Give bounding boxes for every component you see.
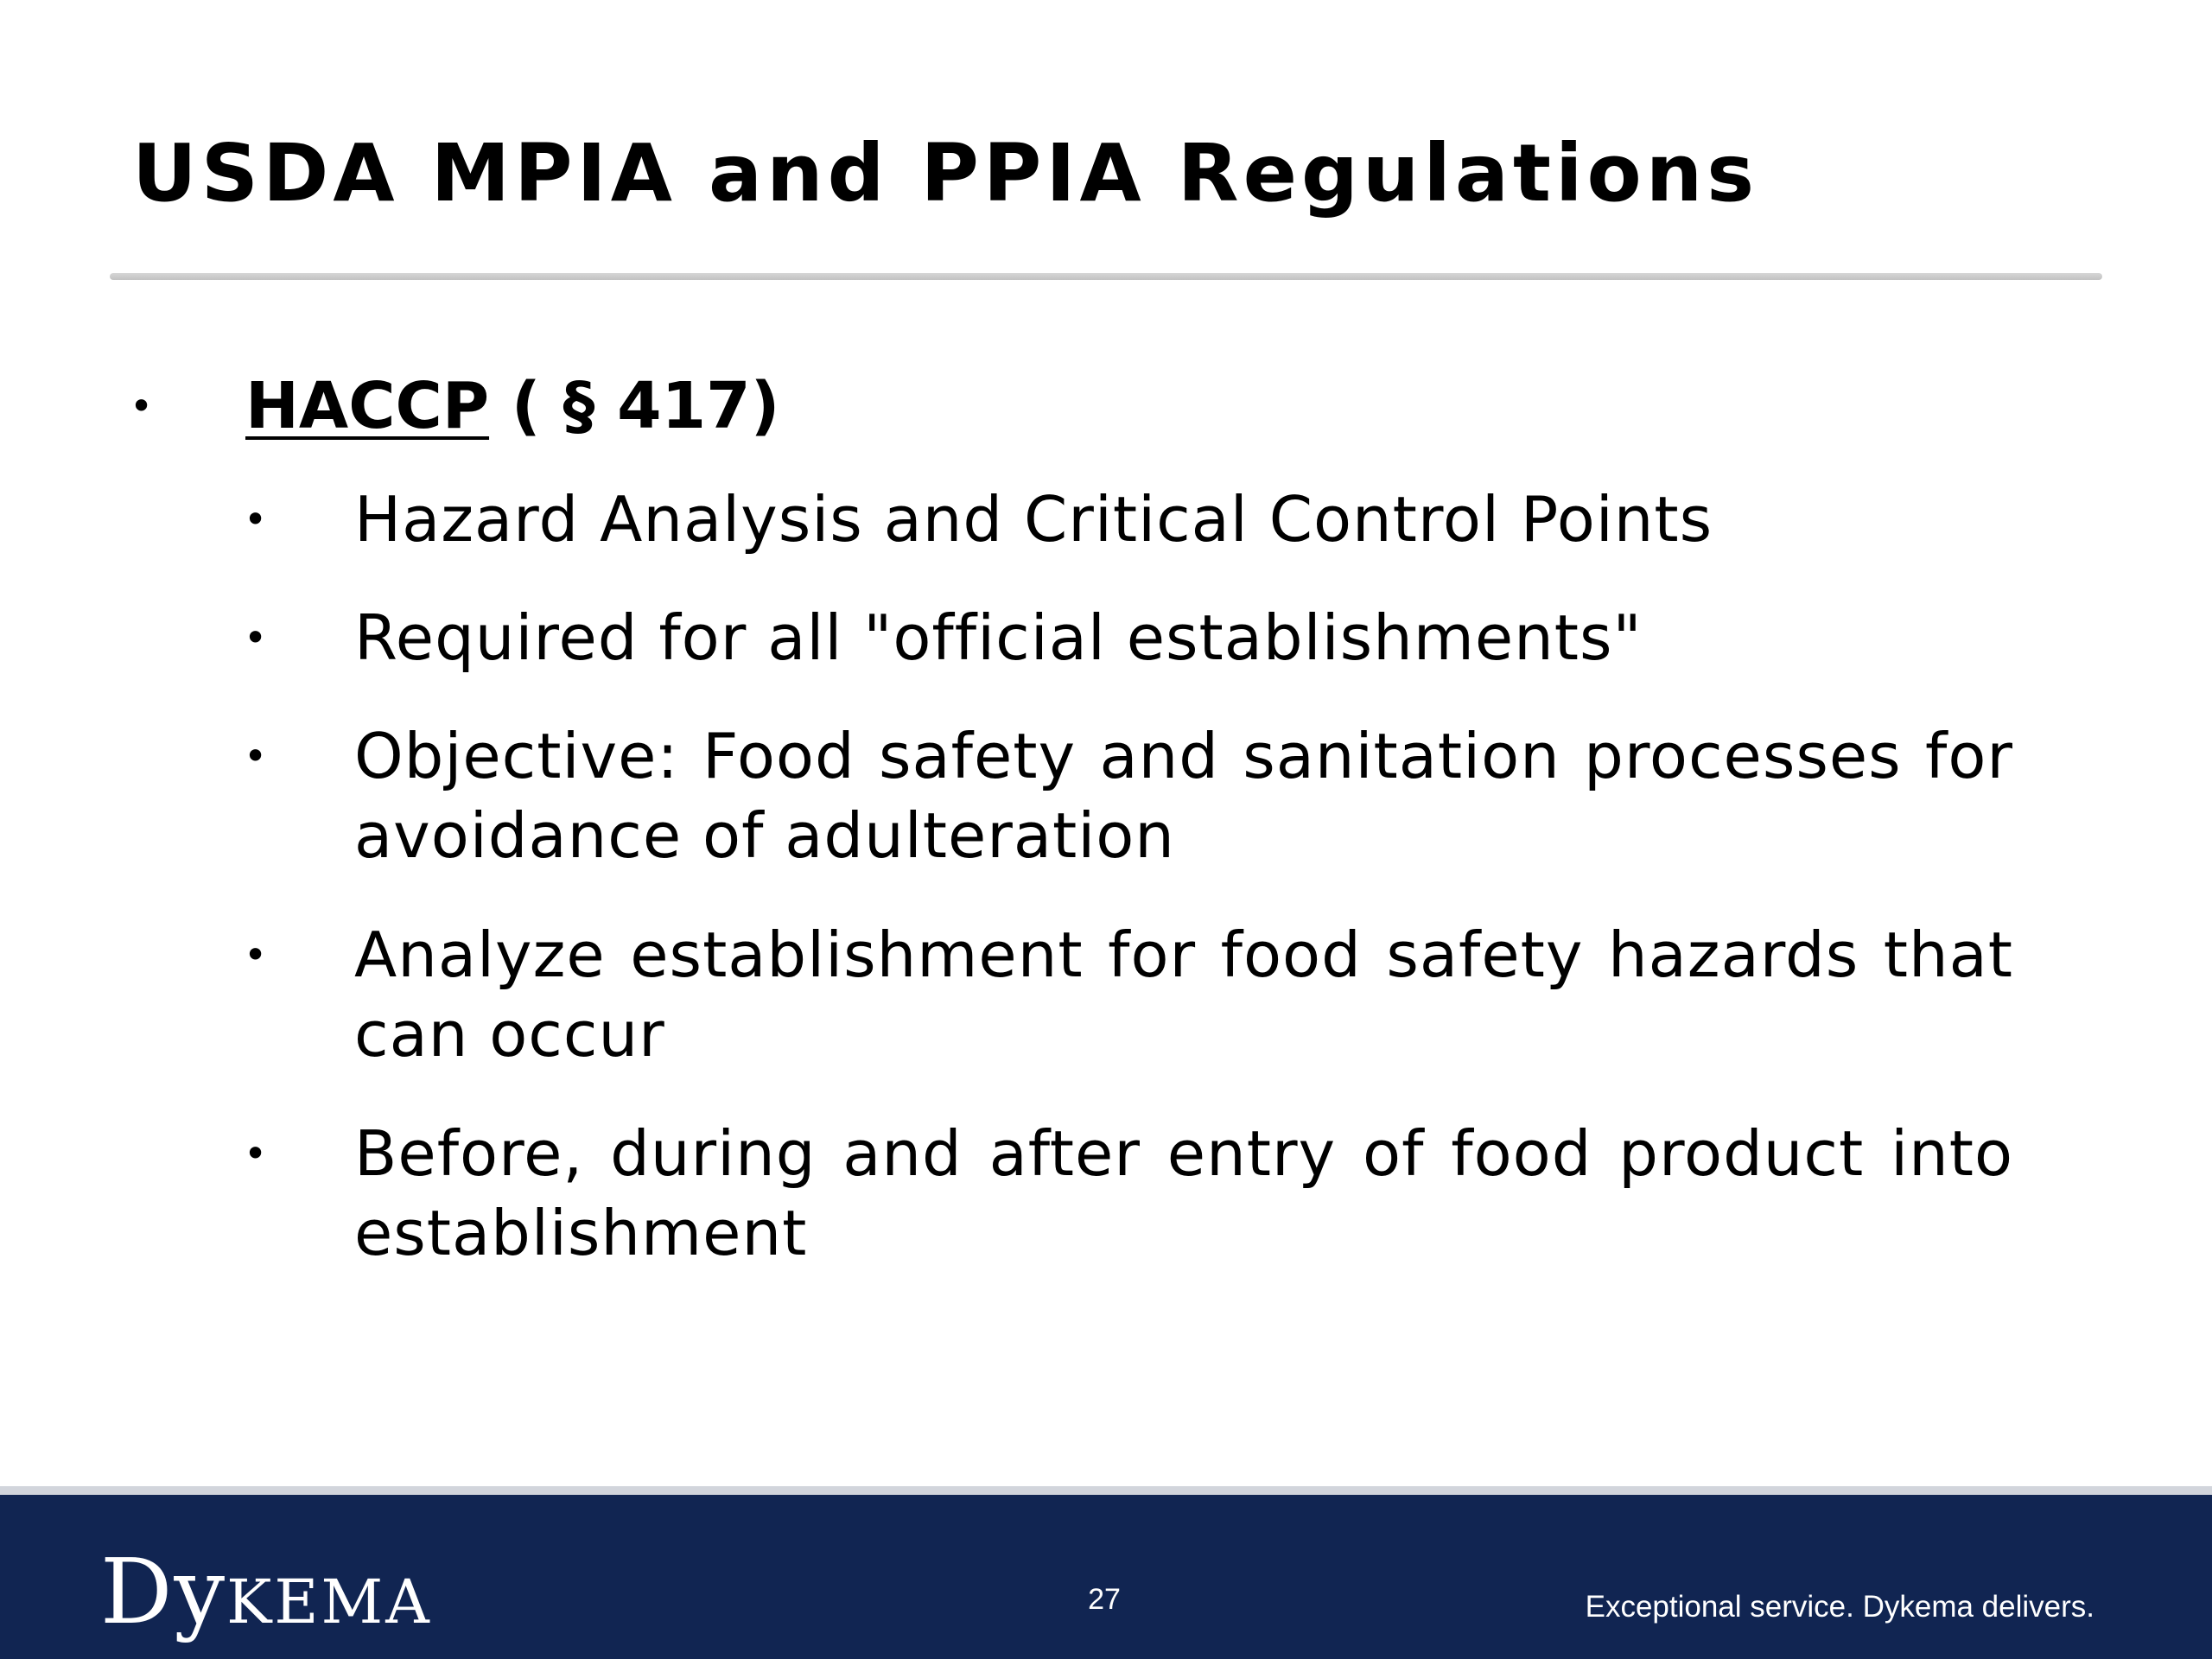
sub-bullet-item [244, 915, 2013, 1074]
bullet-marker: • [244, 733, 268, 779]
bullet-marker: • [244, 931, 268, 978]
sub-bullet-text: Before, during and after entry of food product into establishment [354, 1117, 2013, 1269]
slide-title: USDA MPIA and PPIA Regulations [132, 127, 1758, 219]
sub-bullet-item [244, 716, 2013, 875]
main-bullet-heading [245, 363, 779, 449]
sub-bullet-text: Hazard Analysis and Critical Control Points [354, 483, 1713, 556]
sub-bullet-text: Analyze establishment for food safety hazards that can occur [354, 918, 2013, 1071]
bullet-marker: • [130, 383, 154, 429]
page-number: 27 [1088, 1583, 1121, 1616]
main-bullet-haccp [130, 363, 779, 449]
bullet-marker: • [244, 1130, 268, 1177]
haccp-heading: HACCP [245, 369, 490, 443]
title-divider [110, 273, 2102, 280]
section-reference: ( § 417) [489, 369, 780, 443]
logo-initial: Dy [100, 1539, 227, 1644]
sub-bullet-item [244, 598, 2013, 677]
bullet-marker: • [244, 614, 268, 661]
logo-rest: KEMA [226, 1567, 432, 1637]
sub-bullet-item [244, 1114, 2013, 1273]
sub-bullet-text: Objective: Food safety and sanitation processes for avoidance of adulteration [354, 720, 2013, 872]
footer-bar [0, 1486, 2212, 1659]
dykema-logo [100, 1539, 432, 1644]
bullet-marker: • [244, 496, 268, 543]
sub-bullet-item [244, 480, 2013, 559]
sub-bullet-text: Required for all "official establishments" [354, 601, 1643, 674]
footer-tagline: Exceptional service. Dykema delivers. [1585, 1590, 2094, 1624]
